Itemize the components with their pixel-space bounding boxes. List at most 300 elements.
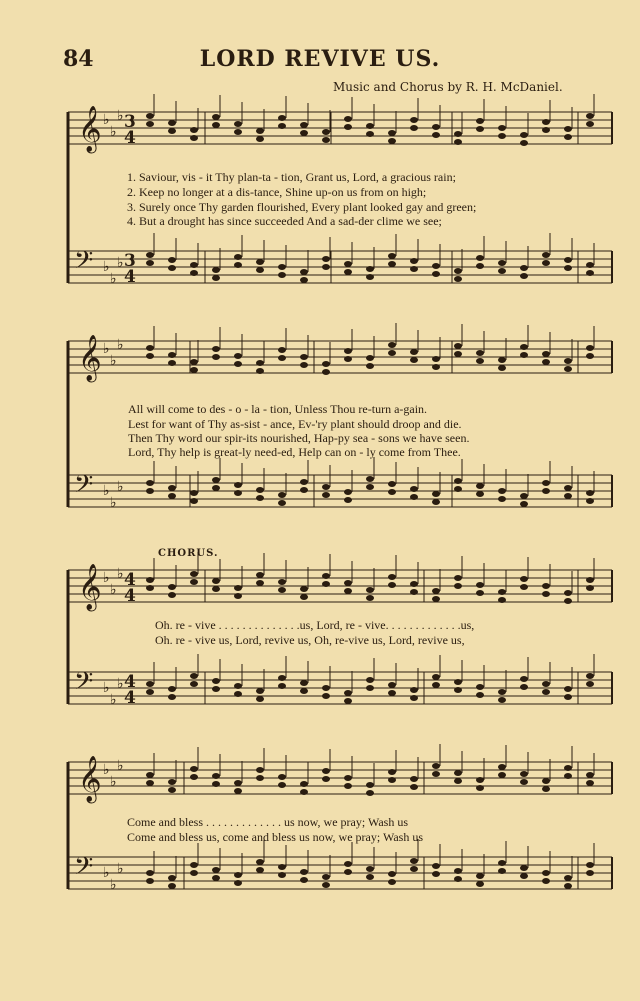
note-head <box>256 495 264 501</box>
flat-icon: ♭ <box>103 483 110 499</box>
note-head <box>388 777 396 783</box>
note-head <box>256 487 264 493</box>
note-head <box>432 763 440 769</box>
note-head <box>564 265 572 271</box>
note-head <box>256 572 264 578</box>
note-head <box>212 122 220 128</box>
note-head <box>168 787 176 793</box>
note-head <box>234 353 242 359</box>
note-head <box>366 782 374 788</box>
note-head <box>564 358 572 364</box>
note-head <box>322 581 330 587</box>
note-head <box>366 587 374 593</box>
note-head <box>388 879 396 885</box>
note-head <box>322 256 330 262</box>
note-head <box>256 128 264 134</box>
flat-icon: ♭ <box>117 108 124 124</box>
note-head <box>256 267 264 273</box>
note-head <box>542 260 550 266</box>
note-head <box>586 673 594 679</box>
note-head <box>586 577 594 583</box>
note-head <box>454 868 462 874</box>
note-head <box>300 688 308 694</box>
note-head <box>520 344 528 350</box>
flat-icon: ♭ <box>110 124 117 140</box>
note-head <box>388 769 396 775</box>
note-head <box>234 490 242 496</box>
note-head <box>542 786 550 792</box>
note-head <box>366 595 374 601</box>
note-head <box>432 124 440 130</box>
note-head <box>146 252 154 258</box>
note-head <box>300 789 308 795</box>
flat-icon: ♭ <box>110 271 117 287</box>
note-head <box>388 489 396 495</box>
note-head <box>344 690 352 696</box>
note-head <box>278 123 286 129</box>
note-head <box>410 357 418 363</box>
note-head <box>520 584 528 590</box>
note-head <box>564 598 572 604</box>
note-head <box>454 276 462 282</box>
chorus-label: CHORUS. <box>158 548 219 559</box>
note-head <box>190 774 198 780</box>
note-head <box>432 356 440 362</box>
note-head <box>476 692 484 698</box>
note-head <box>432 682 440 688</box>
note-head <box>586 270 594 276</box>
note-head <box>322 484 330 490</box>
note-head <box>476 263 484 269</box>
note-head <box>146 345 154 351</box>
flat-icon: ♭ <box>110 692 117 708</box>
note-head <box>256 767 264 773</box>
note-head <box>168 120 176 126</box>
note-head <box>454 131 462 137</box>
flat-icon: ♭ <box>103 112 110 128</box>
note-head <box>278 492 286 498</box>
note-head <box>366 685 374 691</box>
note-head <box>278 872 286 878</box>
note-head <box>344 497 352 503</box>
time-signature-top: 4 <box>124 570 136 590</box>
note-head <box>256 360 264 366</box>
note-head <box>168 592 176 598</box>
note-head <box>146 681 154 687</box>
note-head <box>300 269 308 275</box>
note-head <box>476 255 484 261</box>
time-signature-top: 4 <box>124 672 136 692</box>
note-head <box>168 584 176 590</box>
note-head <box>410 589 418 595</box>
note-head <box>146 488 154 494</box>
note-head <box>586 490 594 496</box>
note-head <box>476 118 484 124</box>
note-head <box>300 869 308 875</box>
treble-clef-icon: 𝄞 <box>78 564 102 610</box>
note-head <box>322 573 330 579</box>
note-head <box>476 684 484 690</box>
note-head <box>212 586 220 592</box>
note-head <box>476 483 484 489</box>
note-head <box>366 866 374 872</box>
note-head <box>278 675 286 681</box>
note-head <box>564 883 572 889</box>
note-head <box>498 125 506 131</box>
flat-icon: ♭ <box>103 680 110 696</box>
flat-icon: ♭ <box>110 877 117 893</box>
note-head <box>344 124 352 130</box>
note-head <box>388 481 396 487</box>
note-head <box>256 859 264 865</box>
verse-2-line-1: 2. Keep no longer at a dis-tance, Shine up-on us from on high; <box>127 185 427 199</box>
note-head <box>256 136 264 142</box>
note-head <box>322 137 330 143</box>
note-head <box>564 773 572 779</box>
note-head <box>256 580 264 586</box>
note-head <box>520 873 528 879</box>
flat-icon: ♭ <box>117 337 124 353</box>
note-head <box>366 363 374 369</box>
flat-icon: ♭ <box>117 861 124 877</box>
composer-credit: Music and Chorus by R. H. McDaniel. <box>333 80 563 94</box>
note-head <box>432 771 440 777</box>
note-head <box>256 867 264 873</box>
note-head <box>212 867 220 873</box>
verse-4-line-1: 4. But a drought has since succeeded And a sad-der clime we see; <box>127 214 442 228</box>
note-head <box>586 681 594 687</box>
note-head <box>410 486 418 492</box>
note-head <box>146 577 154 583</box>
note-head <box>234 683 242 689</box>
note-head <box>542 689 550 695</box>
note-head <box>278 355 286 361</box>
note-head <box>564 126 572 132</box>
note-head <box>190 681 198 687</box>
note-head <box>278 500 286 506</box>
note-head <box>454 778 462 784</box>
note-head <box>344 269 352 275</box>
note-head <box>498 488 506 494</box>
verse-1-line-1: 1. Saviour, vis - it Thy plan-ta - tion, Grant us, Lord, a gracious rain; <box>127 170 456 184</box>
note-head <box>586 113 594 119</box>
note-head <box>498 496 506 502</box>
note-head <box>564 485 572 491</box>
note-head <box>146 780 154 786</box>
time-signature-bottom: 4 <box>124 128 136 148</box>
note-head <box>432 132 440 138</box>
note-head <box>388 350 396 356</box>
note-head <box>256 259 264 265</box>
note-head <box>146 689 154 695</box>
note-head <box>234 872 242 878</box>
note-head <box>498 133 506 139</box>
note-head <box>520 265 528 271</box>
note-head <box>366 123 374 129</box>
note-head <box>388 574 396 580</box>
note-head <box>344 775 352 781</box>
note-head <box>366 677 374 683</box>
note-head <box>344 580 352 586</box>
note-head <box>586 780 594 786</box>
note-head <box>366 476 374 482</box>
note-head <box>212 267 220 273</box>
note-head <box>322 492 330 498</box>
note-head <box>586 121 594 127</box>
note-head <box>410 776 418 782</box>
note-head <box>564 686 572 692</box>
note-head <box>542 480 550 486</box>
note-head <box>410 866 418 872</box>
note-head <box>278 272 286 278</box>
note-head <box>300 362 308 368</box>
note-head <box>300 130 308 136</box>
note-head <box>432 271 440 277</box>
note-head <box>388 690 396 696</box>
note-head <box>454 351 462 357</box>
note-head <box>322 882 330 888</box>
note-head <box>146 878 154 884</box>
note-head <box>190 367 198 373</box>
note-head <box>212 485 220 491</box>
note-head <box>388 261 396 267</box>
note-head <box>586 870 594 876</box>
note-head <box>300 586 308 592</box>
note-head <box>278 864 286 870</box>
note-head <box>212 275 220 281</box>
note-head <box>300 122 308 128</box>
note-head <box>520 676 528 682</box>
note-head <box>344 356 352 362</box>
note-head <box>564 493 572 499</box>
note-head <box>300 877 308 883</box>
note-head <box>476 590 484 596</box>
time-signature-top: 3 <box>124 251 136 271</box>
note-head <box>146 113 154 119</box>
note-head <box>190 862 198 868</box>
note-head <box>168 257 176 263</box>
note-head <box>234 788 242 794</box>
note-head <box>190 127 198 133</box>
note-head <box>234 482 242 488</box>
note-head <box>410 858 418 864</box>
note-head <box>388 871 396 877</box>
note-head <box>454 583 462 589</box>
flat-icon: ♭ <box>103 259 110 275</box>
note-head <box>190 270 198 276</box>
note-head <box>256 696 264 702</box>
note-head <box>586 498 594 504</box>
note-head <box>168 493 176 499</box>
note-head <box>388 682 396 688</box>
note-head <box>454 575 462 581</box>
note-head <box>498 764 506 770</box>
note-head <box>498 357 506 363</box>
note-head <box>300 354 308 360</box>
note-head <box>410 349 418 355</box>
note-head <box>410 687 418 693</box>
note-head <box>322 264 330 270</box>
note-head <box>520 501 528 507</box>
note-head <box>190 262 198 268</box>
note-head <box>190 135 198 141</box>
note-head <box>344 869 352 875</box>
hymn-title: LORD REVIVE US. <box>199 46 441 72</box>
page-number: 84 <box>63 46 94 72</box>
note-head <box>410 581 418 587</box>
note-head <box>564 366 572 372</box>
note-head <box>432 863 440 869</box>
note-head <box>454 679 462 685</box>
note-head <box>498 697 506 703</box>
note-head <box>212 114 220 120</box>
note-head <box>234 880 242 886</box>
flat-icon: ♭ <box>103 762 110 778</box>
note-head <box>542 119 550 125</box>
note-head <box>498 365 506 371</box>
note-head <box>190 579 198 585</box>
note-head <box>212 686 220 692</box>
note-head <box>278 347 286 353</box>
note-head <box>278 587 286 593</box>
note-head <box>542 583 550 589</box>
note-head <box>586 345 594 351</box>
note-head <box>564 590 572 596</box>
note-head <box>586 353 594 359</box>
note-head <box>190 359 198 365</box>
note-head <box>168 352 176 358</box>
flat-icon: ♭ <box>117 758 124 774</box>
note-head <box>586 262 594 268</box>
note-head <box>212 875 220 881</box>
note-head <box>388 138 396 144</box>
note-head <box>190 766 198 772</box>
note-head <box>520 132 528 138</box>
note-head <box>256 368 264 374</box>
treble-clef-icon: 𝄞 <box>78 335 102 381</box>
verse-4-line-2: Lord, Thy help is great-ly need-ed, Help can on - ly come from Thee. <box>128 445 461 459</box>
note-head <box>520 273 528 279</box>
bass-clef-icon: 𝄢 <box>74 470 94 505</box>
note-head <box>278 264 286 270</box>
note-head <box>454 478 462 484</box>
note-head <box>542 870 550 876</box>
note-head <box>432 364 440 370</box>
note-head <box>234 129 242 135</box>
note-head <box>520 493 528 499</box>
note-head <box>476 873 484 879</box>
note-head <box>146 870 154 876</box>
note-head <box>300 487 308 493</box>
note-head <box>344 261 352 267</box>
note-head <box>322 685 330 691</box>
note-head <box>520 140 528 146</box>
note-head <box>300 594 308 600</box>
note-head <box>146 480 154 486</box>
note-head <box>542 778 550 784</box>
note-head <box>454 876 462 882</box>
note-head <box>322 693 330 699</box>
note-head <box>322 874 330 880</box>
note-head <box>212 346 220 352</box>
note-head <box>212 354 220 360</box>
note-head <box>410 117 418 123</box>
bass-clef-icon: 𝄢 <box>74 852 94 887</box>
flat-icon: ♭ <box>117 479 124 495</box>
bass-clef-icon: 𝄢 <box>74 246 94 281</box>
note-head <box>432 871 440 877</box>
verse-1-line-2: All will come to des - o - la - tion, Unless Thou re-turn a-gain. <box>128 402 428 416</box>
note-head <box>366 484 374 490</box>
note-head <box>542 252 550 258</box>
note-head <box>454 770 462 776</box>
note-head <box>410 784 418 790</box>
note-head <box>344 489 352 495</box>
flat-icon: ♭ <box>103 865 110 881</box>
note-head <box>212 678 220 684</box>
note-head <box>190 498 198 504</box>
note-head <box>366 274 374 280</box>
note-head <box>476 126 484 132</box>
note-head <box>168 694 176 700</box>
note-head <box>234 593 242 599</box>
note-head <box>564 694 572 700</box>
note-head <box>432 499 440 505</box>
note-head <box>432 263 440 269</box>
note-head <box>498 689 506 695</box>
flat-icon: ♭ <box>110 774 117 790</box>
flat-icon: ♭ <box>110 353 117 369</box>
note-head <box>520 352 528 358</box>
note-head <box>542 359 550 365</box>
note-head <box>454 139 462 145</box>
note-head <box>278 774 286 780</box>
note-head <box>234 585 242 591</box>
note-head <box>542 488 550 494</box>
time-signature-top: 3 <box>124 112 136 132</box>
treble-clef-icon: 𝄞 <box>78 106 102 152</box>
note-head <box>498 772 506 778</box>
verse-3-line-2: Then Thy word our spir-its nourished, Hap-py sea - sons we have seen. <box>128 431 470 445</box>
flat-icon: ♭ <box>117 676 124 692</box>
note-head <box>190 571 198 577</box>
note-head <box>366 874 374 880</box>
note-head <box>234 254 242 260</box>
note-head <box>168 265 176 271</box>
flat-icon: ♭ <box>117 566 124 582</box>
note-head <box>212 773 220 779</box>
note-head <box>190 673 198 679</box>
note-head <box>366 355 374 361</box>
note-head <box>146 353 154 359</box>
flat-icon: ♭ <box>103 570 110 586</box>
note-head <box>190 870 198 876</box>
note-head <box>344 116 352 122</box>
note-head <box>410 125 418 131</box>
note-head <box>322 129 330 135</box>
note-head <box>300 781 308 787</box>
flat-icon: ♭ <box>110 495 117 511</box>
note-head <box>278 683 286 689</box>
time-signature-bottom: 4 <box>124 586 136 606</box>
note-head <box>300 277 308 283</box>
chorus-line-2-lower: Come and bless us, come and bless us now, we pray; Wash us <box>127 830 423 844</box>
note-head <box>234 121 242 127</box>
note-head <box>388 130 396 136</box>
chorus-line-1-upper: Oh. re - vive . . . . . . . . . . . . . .us, Lord, re - vive. . . . . . . . . . . . .us, <box>155 618 475 632</box>
note-head <box>388 253 396 259</box>
note-head <box>388 342 396 348</box>
